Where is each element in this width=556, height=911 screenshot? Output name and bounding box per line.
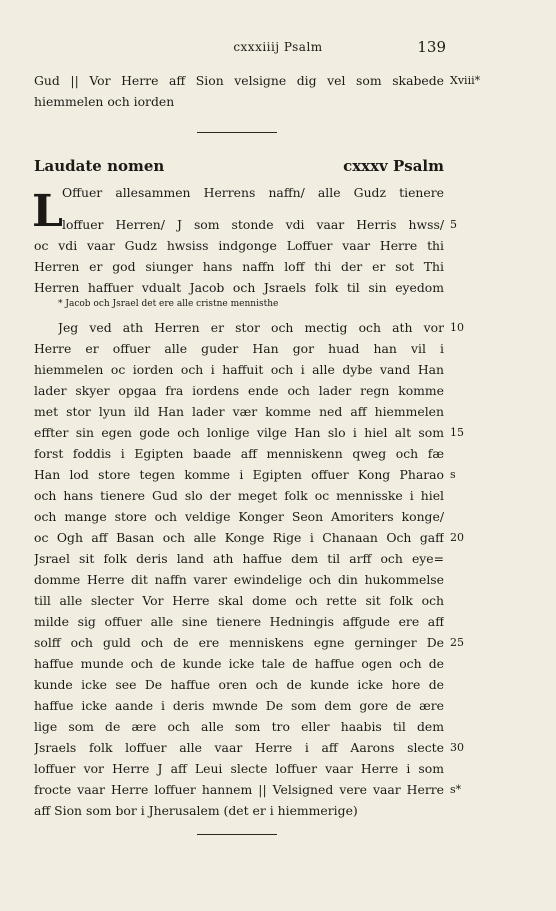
text-line: domme Herre dit naffn varer ewindelige och din hukommelse: [34, 572, 444, 587]
line-number: 30: [450, 741, 464, 754]
section-rule: [197, 834, 277, 835]
line-number: 5: [450, 218, 457, 231]
text-line: oc vdi vaar Gudz hwsiss indgonge Loffuer vaar Herre thi: [34, 238, 444, 253]
text-line: haffue icke aande i deris mwnde De som dem gore de ære: [34, 698, 444, 713]
text-line: Jsraels folk loffuer alle vaar Herre i aff Aarons slecte: [34, 740, 444, 755]
text-line: och hans tienere Gud slo der meget folk oc mennisske i hiel: [34, 488, 444, 503]
margin-mark: s: [450, 468, 456, 481]
text-line: Gud || Vor Herre aff Sion velsigne dig vel som skabede: [34, 73, 444, 88]
text-line: hiemmelen och iorden: [34, 94, 175, 109]
text-line: Han lod store tegen komme i Egipten offuer Kong Pharao: [34, 467, 444, 482]
margin-mark: s*: [450, 783, 462, 796]
text-line: oc Ogh aff Basan och alle Konge Rige i Chanaan Och gaff: [34, 530, 444, 545]
psalm-incipit: Laudate nomen: [34, 157, 165, 175]
text-line: och mange store och veldige Konger Seon Amoriters konge/: [34, 509, 444, 524]
text-line: Herren haffuer vdualt Jacob och Jsraels folk til sin eyedom: [34, 280, 444, 295]
text-line: met stor lyun ild Han lader vær komme ned aff hiemmelen: [34, 404, 444, 419]
text-line: Offuer allesammen Herrens naffn/ alle Gudz tienere: [62, 185, 444, 200]
running-head: [0, 38, 556, 58]
text-line: hiemmelen oc iorden och i haffuit och i alle dybe vand Han: [34, 362, 444, 377]
section-rule: [197, 132, 277, 133]
text-line: till alle slecter Vor Herre skal dome och rette sit folk och: [34, 593, 444, 608]
running-head-title: cxxxiiij Psalm: [233, 40, 323, 54]
text-line: loffuer vor Herre J aff Leui slecte loffuer vaar Herre i som: [34, 761, 444, 776]
drop-cap: L: [32, 186, 63, 237]
psalm-heading: cxxxv Psalm: [343, 157, 444, 175]
text-line: loffuer Herren/ J som stonde vdi vaar Herris hwss/: [62, 217, 444, 232]
line-number: 25: [450, 636, 464, 649]
footnote: * Jacob och Jsrael det ere alle cristne mennisthe: [58, 299, 279, 309]
line-number: 20: [450, 531, 464, 544]
text-line: aff Sion som bor i Jherusalem (det er i hiemmerige): [34, 803, 358, 818]
text-line: frocte vaar Herre loffuer hannem || Velsigned vere vaar Herre: [34, 782, 444, 797]
text-line: lader skyer opgaa fra iordens ende och lader regn komme: [34, 383, 444, 398]
text-line: milde sig offuer alle sine tienere Hedningis affgude ere aff: [34, 614, 444, 629]
text-line: Jsrael sit folk deris land ath haffue dem til arff och eye=: [34, 551, 444, 566]
text-line: effter sin egen gode och lonlige vilge Han slo i hiel alt som: [34, 425, 444, 440]
text-line: haffue munde och de kunde icke tale de haffue ogen och de: [34, 656, 444, 671]
line-number: 15: [450, 426, 464, 439]
text-line: Herren er god siunger hans naffn loff thi der er sot Thi: [34, 259, 444, 274]
text-line: Herre er offuer alle guder Han gor huad han vil i: [34, 341, 444, 356]
text-line: forst foddis i Egipten baade aff menniskenn qweg och fæ: [34, 446, 444, 461]
text-line: lige som de ære och alle som tro eller haabis til dem: [34, 719, 444, 734]
page-number: 139: [417, 38, 446, 56]
line-number: 10: [450, 321, 464, 334]
text-line: Jeg ved ath Herren er stor och mectig och ath vor: [58, 320, 444, 335]
text-line: kunde icke see De haffue oren och de kunde icke hore de: [34, 677, 444, 692]
margin-reference: Xviii*: [450, 74, 481, 87]
text-line: solff och guld och de ere menniskens egne gerninger De: [34, 635, 444, 650]
